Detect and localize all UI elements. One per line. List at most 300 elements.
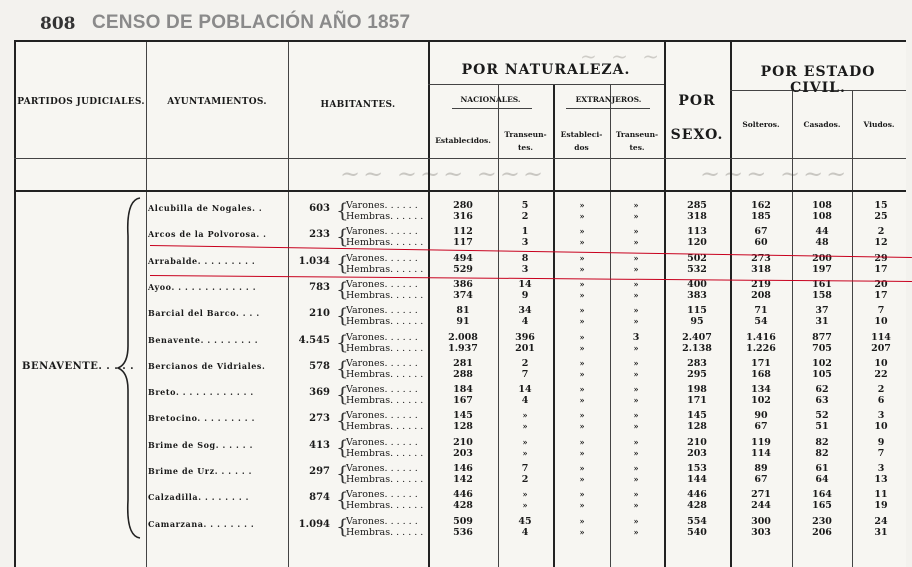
table-row: [0, 331, 912, 357]
cell-h-0: 428: [453, 500, 473, 512]
cell-v-6: 877: [812, 331, 832, 343]
cell-v-6: 102: [812, 357, 832, 369]
cell-h-4: 128: [687, 421, 707, 433]
hembras-label: Hembras. . . . . .: [346, 237, 424, 249]
cell-h-0: 203: [453, 447, 473, 459]
header-transeuntes-ext-2: tes.: [629, 143, 645, 152]
ayuntamiento-name: Arrabalde. . . . . . . . .: [148, 255, 256, 266]
habitantes-total: 1.094: [298, 518, 330, 530]
cell-h-6: 63: [815, 395, 829, 407]
cell-h-0: 128: [453, 421, 473, 433]
cell-h-7: 17: [874, 289, 888, 301]
cell-h-4: 383: [687, 289, 707, 301]
cell-h-1: 7: [521, 368, 529, 380]
ayuntamiento-name: Alcubilla de Nogales. .: [148, 203, 263, 213]
table-row: [0, 278, 912, 304]
cell-h-2: »: [579, 211, 585, 221]
varones-label: Varones. . . . . .: [346, 252, 418, 264]
varones-label: Varones. . . . . .: [346, 463, 418, 474]
cell-v-0: 184: [453, 384, 473, 396]
cell-h-1: 2: [521, 211, 529, 222]
cell-v-7: 29: [874, 252, 888, 264]
cell-h-5: 168: [751, 368, 771, 380]
sex-brace: {: [336, 513, 349, 538]
cell-v-5: 90: [754, 410, 768, 422]
header-establecidos-ext-2: dos: [574, 143, 589, 152]
header-naturaleza: POR NATURALEZA.: [461, 62, 631, 78]
cell-h-5: 67: [754, 421, 768, 433]
cell-h-3: »: [633, 474, 639, 484]
cell-h-6: 705: [812, 342, 832, 354]
cell-v-4: 554: [687, 515, 707, 527]
cell-v-4: 446: [687, 489, 707, 501]
table-row: [0, 462, 912, 488]
cell-v-5: 219: [751, 278, 771, 290]
habitantes-total: 233: [309, 229, 330, 241]
cell-v-6: 108: [812, 200, 832, 211]
cell-h-7: 6: [877, 395, 885, 407]
header-transeuntes-ext-1: Transeun-: [615, 130, 659, 139]
cell-h-2: »: [579, 447, 585, 458]
cell-v-1: 14: [518, 384, 532, 396]
cell-h-5: 67: [754, 474, 768, 485]
cell-h-1: 2: [521, 474, 529, 485]
cell-h-6: 64: [815, 474, 829, 485]
hembras-label: Hembras. . . . . .: [346, 526, 424, 538]
cell-v-4: 113: [687, 226, 707, 238]
rule-sub-nac: [452, 108, 532, 109]
cell-h-2: »: [579, 368, 585, 379]
varones-label: Varones. . . . . .: [346, 436, 418, 448]
cell-h-5: 303: [751, 526, 771, 538]
cell-h-2: »: [579, 474, 585, 484]
cell-v-5: 119: [751, 436, 771, 448]
header-casados: Casados.: [803, 120, 841, 129]
rule-h: [14, 158, 906, 159]
cell-v-5: 162: [751, 200, 771, 211]
cell-h-2: »: [579, 263, 585, 274]
cell-h-6: 51: [815, 421, 829, 433]
hembras-label: Hembras. . . . . .: [346, 421, 424, 433]
cell-h-6: 108: [812, 211, 832, 222]
header-sexo: [664, 84, 730, 152]
header-transeuntes-nac-1: Transeun-: [504, 130, 547, 139]
cell-v-1: 1: [521, 226, 529, 238]
cell-v-5: 273: [751, 252, 771, 264]
cell-v-1: 14: [518, 278, 532, 290]
ayuntamiento-name: Benavente. . . . . . . . .: [148, 334, 259, 345]
cell-h-5: 185: [751, 211, 771, 222]
sex-brace: {: [336, 303, 349, 328]
cell-h-4: 171: [687, 395, 707, 407]
cell-v-1: »: [522, 489, 528, 500]
header-transeuntes-nac-2: tes.: [517, 143, 534, 152]
cell-v-2: »: [579, 489, 585, 500]
cell-h-3: »: [633, 211, 639, 221]
table-row: [0, 383, 912, 409]
cell-h-7: 22: [874, 368, 888, 380]
cell-v-3: 3: [632, 331, 640, 343]
varones-label: Varones. . . . . .: [346, 278, 418, 290]
cell-v-1: »: [522, 410, 528, 421]
cell-v-5: 71: [754, 305, 768, 317]
cell-v-7: 2: [877, 384, 885, 396]
habitantes-total: 297: [309, 466, 330, 477]
habitantes-total: 783: [309, 281, 330, 293]
varones-label: Varones. . . . . .: [346, 226, 418, 238]
cell-v-7: 114: [871, 331, 891, 343]
cell-v-6: 61: [815, 463, 829, 474]
cell-h-3: »: [633, 342, 639, 353]
cell-h-1: »: [522, 500, 528, 511]
cell-v-3: »: [633, 463, 639, 473]
cell-v-3: »: [633, 384, 639, 395]
cell-v-6: 37: [815, 305, 829, 317]
cell-v-2: »: [579, 278, 585, 289]
cell-h-4: 318: [687, 211, 707, 222]
cell-v-4: 153: [687, 463, 707, 474]
hembras-label: Hembras. . . . . .: [346, 500, 424, 512]
cell-h-1: 4: [521, 395, 529, 407]
cell-h-3: »: [633, 237, 639, 248]
page-title: CENSO DE POBLACIÓN AÑO 1857: [92, 12, 411, 33]
cell-h-2: »: [579, 421, 585, 432]
cell-h-2: »: [579, 395, 585, 406]
habitantes-total: 874: [309, 492, 330, 504]
bleed-through-decoration: ~~ ~~~ ~~~: [340, 160, 547, 188]
hembras-label: Hembras. . . . . .: [346, 395, 424, 407]
cell-v-1: 5: [521, 200, 529, 211]
cell-h-6: 105: [812, 368, 832, 380]
cell-v-4: 285: [687, 200, 707, 211]
sex-brace: {: [336, 276, 349, 301]
ayuntamiento-name: Brime de Urz. . . . . .: [148, 466, 252, 476]
cell-v-0: 446: [453, 489, 473, 501]
cell-v-5: 300: [751, 515, 771, 527]
sex-brace: {: [336, 487, 349, 512]
cell-v-4: 2.407: [682, 331, 712, 343]
bleed-through-decoration-3: ~ ~ ~: [580, 44, 663, 68]
cell-v-2: »: [579, 305, 585, 316]
ayuntamiento-name: Brime de Sog. . . . . .: [148, 439, 253, 450]
rule-h: [14, 40, 906, 42]
cell-v-1: »: [522, 436, 528, 447]
cell-v-2: »: [579, 331, 585, 342]
cell-h-4: 540: [687, 526, 707, 538]
cell-v-5: 67: [754, 226, 768, 238]
cell-h-0: 288: [453, 368, 473, 380]
varones-label: Varones. . . . . .: [346, 515, 418, 527]
header-establecidos-ext: [553, 128, 610, 154]
header-establecidos-ext-1: Estableci-: [560, 130, 603, 139]
cell-v-6: 200: [812, 252, 832, 264]
cell-h-7: 207: [871, 342, 891, 354]
cell-h-7: 10: [874, 421, 888, 433]
cell-h-0: 91: [456, 316, 470, 328]
cell-v-4: 400: [687, 278, 707, 290]
cell-h-1: 3: [521, 263, 529, 275]
cell-h-1: 4: [521, 526, 529, 538]
header-solteros: Solteros.: [742, 120, 780, 129]
cell-v-3: »: [633, 200, 639, 210]
sex-brace: {: [336, 198, 349, 222]
rule-sub-ext: [566, 108, 650, 109]
ayuntamiento-name: Calzadilla. . . . . . . .: [148, 492, 249, 503]
cell-v-5: 271: [751, 489, 771, 501]
ayuntamiento-name: Breto. . . . . . . . . . . .: [148, 387, 254, 398]
cell-h-4: 120: [687, 237, 707, 249]
cell-v-7: 9: [877, 436, 885, 448]
cell-h-1: »: [522, 421, 528, 432]
cell-v-1: 396: [515, 331, 535, 343]
sex-brace: {: [336, 329, 349, 354]
cell-h-5: 1.226: [746, 342, 776, 354]
cell-v-0: 112: [453, 226, 473, 238]
sex-brace: {: [336, 461, 349, 485]
cell-v-0: 494: [453, 252, 473, 264]
cell-v-0: 145: [453, 410, 473, 422]
cell-h-4: 2.138: [682, 342, 712, 354]
cell-h-6: 165: [812, 500, 832, 512]
cell-h-4: 428: [687, 500, 707, 512]
cell-v-0: 280: [453, 200, 473, 211]
cell-v-6: 62: [815, 384, 829, 396]
cell-v-2: »: [579, 436, 585, 447]
cell-h-5: 54: [754, 316, 768, 328]
cell-h-6: 158: [812, 289, 832, 301]
table-row: [0, 199, 912, 225]
cell-v-1: 8: [521, 252, 529, 264]
varones-label: Varones. . . . . .: [346, 331, 418, 343]
cell-v-4: 145: [687, 410, 707, 422]
cell-v-3: »: [633, 226, 639, 237]
cell-h-1: 3: [521, 237, 529, 249]
cell-h-6: 48: [815, 237, 829, 249]
table-row: [0, 409, 912, 435]
cell-v-6: 164: [812, 489, 832, 501]
cell-h-7: 7: [877, 447, 885, 459]
habitantes-total: 369: [309, 387, 330, 399]
cell-v-0: 81: [456, 305, 470, 317]
cell-h-3: »: [633, 500, 639, 511]
cell-h-2: »: [579, 289, 585, 300]
cell-h-3: »: [633, 263, 639, 274]
cell-h-0: 1.937: [448, 342, 478, 354]
table-row: [0, 515, 912, 541]
partido-label: BENAVENTE. . . . .: [22, 361, 135, 372]
varones-label: Varones. . . . . .: [346, 357, 418, 369]
cell-v-5: 89: [754, 463, 768, 474]
cell-h-4: 203: [687, 447, 707, 459]
cell-h-2: »: [579, 500, 585, 511]
cell-v-7: 3: [877, 463, 885, 474]
cell-v-3: »: [633, 489, 639, 500]
cell-v-0: 386: [453, 278, 473, 290]
cell-h-2: »: [579, 237, 585, 248]
cell-v-1: 45: [518, 515, 532, 527]
header-extranjeros: EXTRANJEROS.: [575, 95, 642, 104]
cell-h-7: 19: [874, 500, 888, 512]
cell-v-3: »: [633, 252, 639, 263]
cell-h-6: 31: [815, 316, 829, 328]
cell-v-6: 44: [815, 226, 829, 238]
hembras-label: Hembras. . . . . .: [346, 316, 424, 328]
cell-v-0: 210: [453, 436, 473, 448]
cell-v-0: 509: [453, 515, 473, 527]
habitantes-total: 578: [309, 360, 330, 372]
cell-v-3: »: [633, 278, 639, 289]
hembras-label: Hembras. . . . . .: [346, 474, 424, 485]
cell-v-7: 2: [877, 226, 885, 238]
cell-h-3: »: [633, 421, 639, 432]
cell-v-2: »: [579, 252, 585, 263]
cell-v-0: 2.008: [448, 331, 478, 343]
rule-h: [428, 84, 664, 85]
sex-brace: {: [336, 382, 349, 407]
cell-h-6: 197: [812, 263, 832, 275]
cell-h-3: »: [633, 447, 639, 458]
cell-v-6: 82: [815, 436, 829, 448]
cell-h-4: 144: [687, 474, 707, 485]
cell-h-7: 17: [874, 263, 888, 275]
sex-brace: {: [336, 250, 349, 275]
cell-h-2: »: [579, 526, 585, 537]
cell-h-7: 10: [874, 316, 888, 328]
cell-v-7: 15: [874, 200, 888, 211]
hembras-label: Hembras. . . . . .: [346, 342, 424, 354]
cell-v-4: 283: [687, 357, 707, 369]
cell-h-4: 95: [690, 316, 704, 328]
cell-h-3: »: [633, 526, 639, 537]
cell-h-2: »: [579, 342, 585, 353]
cell-v-5: 1.416: [746, 331, 776, 343]
cell-v-4: 115: [687, 305, 707, 317]
cell-v-7: 20: [874, 278, 888, 290]
habitantes-total: 273: [309, 413, 330, 425]
cell-v-6: 230: [812, 515, 832, 527]
bleed-through-decoration-2: ~~~ ~~~: [700, 160, 850, 188]
ayuntamiento-name: Arcos de la Polvorosa. .: [148, 229, 267, 240]
table-row: [0, 304, 912, 330]
sex-brace: {: [336, 355, 349, 380]
header-establecidos: Establecidos.: [435, 136, 491, 145]
cell-h-0: 167: [453, 395, 473, 407]
cell-v-5: 134: [751, 384, 771, 396]
cell-h-6: 82: [815, 447, 829, 459]
cell-h-3: »: [633, 395, 639, 406]
habitantes-total: 1.034: [298, 255, 330, 267]
header-sexo-1: POR: [678, 93, 716, 109]
cell-h-0: 117: [453, 237, 473, 249]
header-transeuntes-nac: [498, 128, 553, 154]
cell-h-7: 12: [874, 237, 888, 249]
ayuntamiento-name: Ayoo. . . . . . . . . . . . .: [148, 281, 257, 292]
sex-brace: {: [336, 408, 349, 433]
cell-h-5: 244: [751, 500, 771, 512]
cell-v-2: »: [579, 515, 585, 526]
varones-label: Varones. . . . . .: [346, 384, 418, 396]
habitantes-total: 4.545: [298, 334, 330, 346]
cell-h-5: 60: [754, 237, 768, 249]
varones-label: Varones. . . . . .: [346, 489, 418, 501]
varones-label: Varones. . . . . .: [346, 200, 418, 211]
cell-h-1: »: [522, 447, 528, 458]
hembras-label: Hembras. . . . . .: [346, 368, 424, 380]
header-estado-civil: POR ESTADO CIVIL.: [760, 64, 876, 96]
cell-v-3: »: [633, 436, 639, 447]
header-ayuntamientos: AYUNTAMIENTOS.: [167, 97, 267, 107]
cell-h-6: 206: [812, 526, 832, 538]
table-row: [0, 488, 912, 514]
table-row: [0, 436, 912, 462]
hembras-label: Hembras. . . . . .: [346, 211, 424, 222]
cell-h-5: 318: [751, 263, 771, 275]
ayuntamiento-name: Bercianos de Vidriales.: [148, 360, 266, 371]
cell-h-0: 316: [453, 211, 473, 222]
cell-v-2: »: [579, 226, 585, 237]
cell-v-5: 171: [751, 357, 771, 369]
cell-v-2: »: [579, 384, 585, 395]
header-habitantes: HABITANTES.: [320, 100, 396, 110]
cell-v-1: 7: [521, 463, 529, 474]
cell-h-3: »: [633, 289, 639, 300]
cell-v-2: »: [579, 410, 585, 421]
cell-v-3: »: [633, 515, 639, 526]
table-row: [0, 357, 912, 383]
cell-h-4: 295: [687, 368, 707, 380]
table-row: [0, 225, 912, 251]
hembras-label: Hembras. . . . . .: [346, 263, 424, 275]
cell-h-5: 114: [751, 447, 771, 459]
cell-v-7: 3: [877, 410, 885, 422]
cell-v-1: 34: [518, 305, 532, 317]
cell-v-1: 2: [521, 357, 529, 369]
cell-h-0: 529: [453, 263, 473, 275]
page-number: 808: [40, 14, 76, 34]
varones-label: Varones. . . . . .: [346, 305, 418, 317]
sex-brace: {: [336, 224, 349, 249]
header-transeuntes-ext: [610, 128, 664, 154]
cell-h-7: 13: [874, 474, 888, 485]
cell-v-2: »: [579, 200, 585, 210]
hembras-label: Hembras. . . . . .: [346, 447, 424, 459]
cell-v-4: 210: [687, 436, 707, 448]
cell-v-7: 7: [877, 305, 885, 317]
header-viudos: Viudos.: [863, 120, 895, 129]
cell-v-7: 10: [874, 357, 888, 369]
cell-h-2: »: [579, 316, 585, 327]
cell-v-2: »: [579, 357, 585, 368]
habitantes-total: 413: [309, 439, 330, 451]
cell-h-0: 374: [453, 289, 473, 301]
cell-h-1: 9: [521, 289, 529, 301]
cell-h-5: 208: [751, 289, 771, 301]
ayuntamiento-name: Barcial del Barco. . . .: [148, 308, 260, 319]
cell-h-0: 536: [453, 526, 473, 538]
cell-v-7: 11: [874, 489, 888, 501]
cell-h-0: 142: [453, 474, 473, 485]
cell-v-4: 502: [687, 252, 707, 264]
cell-v-0: 146: [453, 463, 473, 474]
cell-v-6: 161: [812, 278, 832, 290]
ayuntamiento-name: Camarzana. . . . . . . .: [148, 518, 255, 529]
cell-h-3: »: [633, 316, 639, 327]
ayuntamiento-name: Bretocino. . . . . . . . .: [148, 413, 255, 424]
varones-label: Varones. . . . . .: [346, 410, 418, 422]
cell-h-5: 102: [751, 395, 771, 407]
cell-h-3: »: [633, 368, 639, 379]
cell-h-4: 532: [687, 263, 707, 275]
